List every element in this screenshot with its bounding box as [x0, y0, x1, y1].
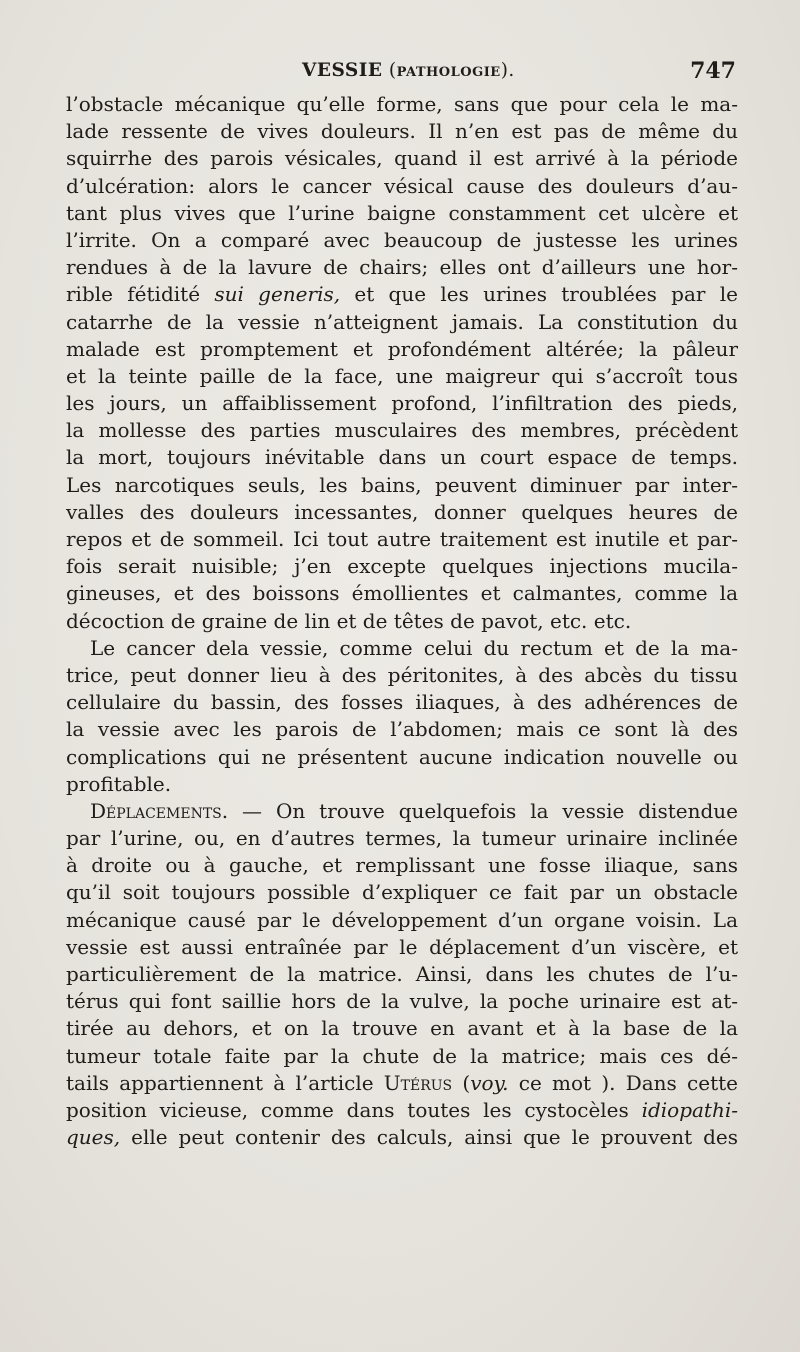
body-text — [66, 91, 738, 1151]
running-title-paren-open: ( — [382, 60, 397, 81]
text-line: repos et de sommeil. Ici tout autre traitement est inutile et par- — [66, 527, 738, 551]
text-line: décoction de graine de lin et de têtes de pavot, etc. etc. — [66, 608, 632, 633]
text-line: squirrhe des parois vésicales, quand il est arrivé à la période — [66, 146, 738, 171]
text-line — [66, 798, 738, 825]
text-segment: ce mot ). Dans cette — [508, 1070, 738, 1095]
text-line: les jours, un affaiblissement profond, l’infiltration des pieds, — [66, 391, 738, 416]
italic-term: sui generis, — [214, 282, 341, 307]
italic-term: idiopathi- — [641, 1097, 738, 1122]
text-line: Le cancer dela vessie, comme celui du rectum et de la ma- — [90, 635, 738, 660]
text-segment: elle peut contenir des calculs, ainsi que le prouvent des — [120, 1125, 738, 1150]
text-line: tirée au dehors, et on la trouve en avant et à la base de la — [66, 1016, 738, 1041]
text-segment: ( — [452, 1070, 471, 1095]
text-line — [66, 1097, 738, 1124]
text-line: mécanique causé par le développement d’un organe voisin. La — [66, 907, 738, 932]
text-segment: — On trouve quelquefois la vessie distendue — [228, 798, 738, 823]
text-line: d’ulcération: alors le cancer vésical cause des douleurs d’au- — [66, 173, 738, 198]
text-line: la vessie avec les parois de l’abdomen; mais ce sont là des — [66, 717, 738, 742]
text-line: malade est promptement et profondément altérée; la pâleur — [66, 336, 738, 361]
text-line: tant plus vives que l’urine baigne constamment cet ulcère et — [66, 200, 738, 225]
running-title-main: VESSIE — [302, 60, 383, 81]
text-segment: et que les urines troublées par le — [340, 282, 738, 307]
italic-term: voy. — [470, 1070, 509, 1095]
text-line: lade ressente de vives douleurs. Il n’en est pas de même du — [66, 119, 738, 144]
text-line: gineuses, et des boissons émollientes et calmantes, comme la — [66, 581, 738, 606]
running-title-sub: pathologie — [396, 60, 501, 81]
running-title-paren-close: ). — [500, 60, 515, 81]
text-line: qu’il soit toujours possible d’expliquer ce fait par un obstacle — [66, 880, 738, 905]
running-title — [302, 60, 515, 81]
text-line: fois serait nuisible; j’en excepte quelques injections mucila- — [66, 554, 738, 579]
small-caps-term: Déplacements. — [90, 798, 229, 823]
text-line: tumeur totale faite par la chute de la matrice; mais ces dé- — [66, 1043, 738, 1068]
text-line: catarrhe de la vessie n’atteignent jamais. La constitution du — [66, 309, 738, 334]
text-line: la mort, toujours inévitable dans un court espace de temps. — [66, 445, 738, 470]
text-line: la mollesse des parties musculaires des membres, précèdent — [66, 418, 738, 443]
text-line: particulièrement de la matrice. Ainsi, dans les chutes de l’u- — [66, 962, 738, 986]
text-line — [66, 281, 738, 308]
text-segment: rible fétidité — [66, 282, 215, 307]
text-line: l’obstacle mécanique qu’elle forme, sans que pour cela le ma- — [66, 92, 738, 116]
text-line: l’irrite. On a comparé avec beaucoup de justesse les urines — [66, 227, 738, 252]
text-line: complications qui ne présentent aucune indication nouvelle ou — [66, 744, 738, 769]
page-number: 747 — [690, 58, 736, 84]
text-line: et la teinte paille de la face, une maigreur qui s’accroît tous — [66, 363, 738, 388]
text-line: trice, peut donner lieu à des péritonites, à des abcès du tissu — [66, 662, 738, 687]
text-line — [66, 1070, 738, 1097]
text-line: térus qui font saillie hors de la vulve, la poche urinaire est at- — [66, 989, 738, 1014]
text-line: à droite ou à gauche, et remplissant une fosse iliaque, sans — [66, 853, 738, 878]
small-caps-term: Utérus — [383, 1070, 453, 1095]
text-line: vessie est aussi entraînée par le déplacement d’un viscère, et — [66, 934, 738, 959]
text-line: rendues à de la lavure de chairs; elles ont d’ailleurs une hor- — [66, 255, 738, 280]
italic-term: ques, — [66, 1125, 121, 1150]
text-line: cellulaire du bassin, des fosses iliaques, à des adhérences de — [66, 690, 738, 715]
text-line: profitable. — [66, 771, 172, 796]
text-line: Les narcotiques seuls, les bains, peuvent diminuer par inter- — [66, 472, 738, 497]
text-segment: tails appartiennent à l’article — [66, 1070, 384, 1095]
text-line: valles des douleurs incessantes, donner quelques heures de — [66, 499, 738, 524]
text-segment: position vicieuse, comme dans toutes les cystocèles — [66, 1097, 642, 1122]
page-header — [0, 58, 800, 88]
text-line — [66, 1124, 738, 1151]
text-line: par l’urine, ou, en d’autres termes, la tumeur urinaire inclinée — [66, 826, 738, 851]
